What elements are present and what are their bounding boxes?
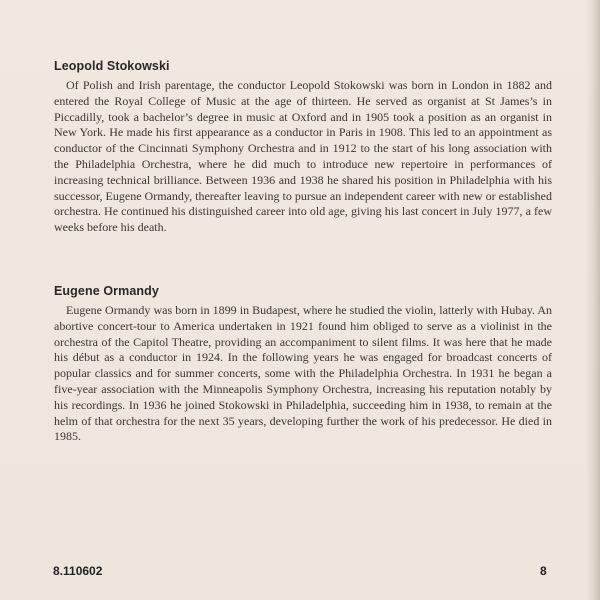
section-heading: Leopold Stokowski <box>54 59 170 73</box>
page-number: 8 <box>540 564 547 578</box>
section-body-text: Eugene Ormandy was born in 1899 in Budapest, where he studied the violin, latterly with Hubay. An abortive concert-tour to America undertaken in 1921 found him obliged to serve as a violinist in the orchestra of the Capitol Theatre, providing an accompaniment to silent films. It was here that he made his début as a conductor in 1924. In the following years he was engaged for broadcast concerts of popular classics and for summer concerts, some with the Philadelphia Orchestra. In 1931 he began a five-year association with the Minneapolis Symphony Orchestra, increasing his reputation notably by his recordings. In 1936 he joined Stokowski in Philadelphia, succeeding him in 1938, to remain at the helm of that orchestra for the next 35 years, developing further the work of his predecessor. He died in 1985. <box>54 303 552 444</box>
section-leopold-stokowski <box>54 58 552 236</box>
page-edge-shadow <box>586 0 600 600</box>
section-heading: Eugene Ormandy <box>54 284 159 298</box>
section-body-text: Of Polish and Irish parentage, the conductor Leopold Stokowski was born in London in 1882 and entered the Royal College of Music at the age of thirteen. He served as organist at St James’s in Piccadilly, took a bachelor’s degree in music at Oxford and in 1905 took a position as an organist in New York. He made his first appearance as a conductor in Paris in 1908. This led to an appointment as conductor of the Cincinnati Symphony Orchestra and in 1912 to the start of his long association with the Philadelphia Orchestra, where he did much to introduce new repertoire in performances of increasing technical brilliance. Between 1936 and 1938 he shared his position in Philadelphia with his successor, Eugene Ormandy, thereafter leaving to pursue an independent career with new or established orchestra. He continued his distinguished career into old age, giving his last concert in July 1977, a few weeks before his death. <box>54 78 552 235</box>
section-eugene-ormandy <box>54 283 552 445</box>
catalog-number: 8.110602 <box>53 564 103 578</box>
